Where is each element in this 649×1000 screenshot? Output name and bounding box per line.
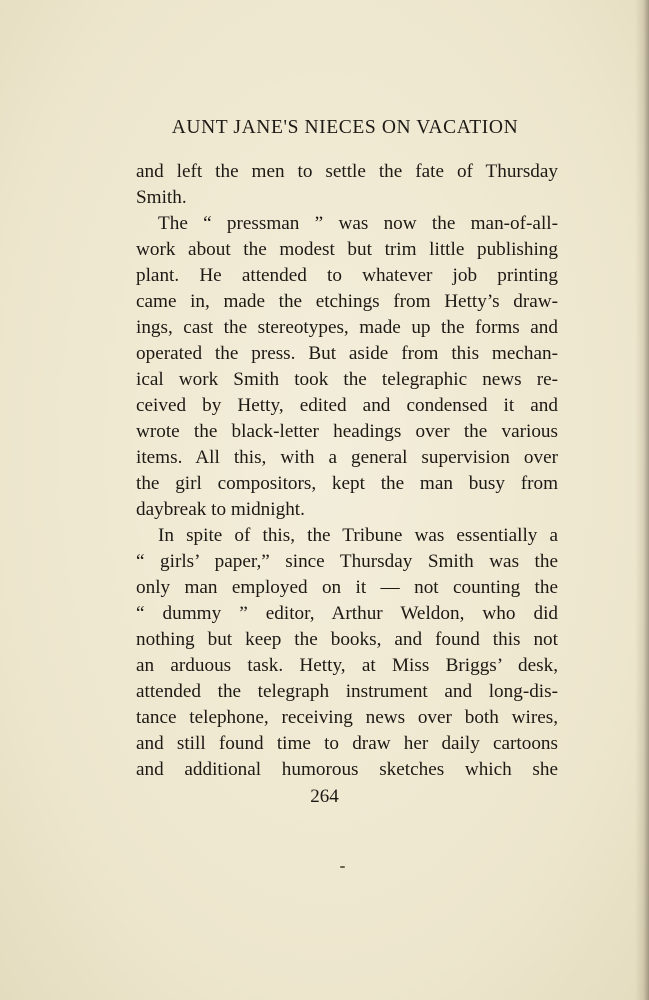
text-line: only man employed on it — not counting the <box>136 577 558 598</box>
body-text <box>136 159 558 783</box>
text-line: an arduous task. Hetty, at Miss Briggs’ desk, <box>136 655 558 676</box>
text-line: operated the press. But aside from this mechan- <box>136 343 558 364</box>
text-line: items. All this, with a general supervision over <box>136 447 558 468</box>
page-edge-shadow <box>635 0 649 1000</box>
text-line: ings, cast the stereotypes, made up the forms and <box>136 317 558 338</box>
text-line: and still found time to draw her daily cartoons <box>136 733 558 754</box>
text-line: “ dummy ” editor, Arthur Weldon, who did <box>136 603 558 624</box>
text-line: and left the men to settle the fate of Thursday <box>136 161 558 182</box>
text-line: nothing but keep the books, and found this not <box>136 629 558 650</box>
text-line: attended the telegraph instrument and long-dis- <box>136 681 558 702</box>
text-line: daybreak to midnight. <box>136 499 305 520</box>
text-line: ical work Smith took the telegraphic news re- <box>136 369 558 390</box>
text-line: the girl compositors, kept the man busy from <box>136 473 558 494</box>
text-line: Smith. <box>136 187 187 208</box>
text-line: ceived by Hetty, edited and condensed it and <box>136 395 558 416</box>
text-line: and additional humorous sketches which she <box>136 759 558 780</box>
text-line: plant. He attended to whatever job printing <box>136 265 558 286</box>
text-line: The “ pressman ” was now the man-of-all- <box>158 213 558 234</box>
ink-speck <box>340 866 345 868</box>
text-line: came in, made the etchings from Hetty’s draw- <box>136 291 558 312</box>
text-line: wrote the black-letter headings over the various <box>136 421 558 442</box>
text-line: “ girls’ paper,” since Thursday Smith was the <box>136 551 558 572</box>
running-head: AUNT JANE'S NIECES ON VACATION <box>171 117 519 138</box>
text-line: work about the modest but trim little publishing <box>136 239 558 260</box>
page-number: 264 <box>310 786 339 807</box>
text-line: In spite of this, the Tribune was essentially a <box>158 525 558 546</box>
text-line: tance telephone, receiving news over both wires, <box>136 707 558 728</box>
